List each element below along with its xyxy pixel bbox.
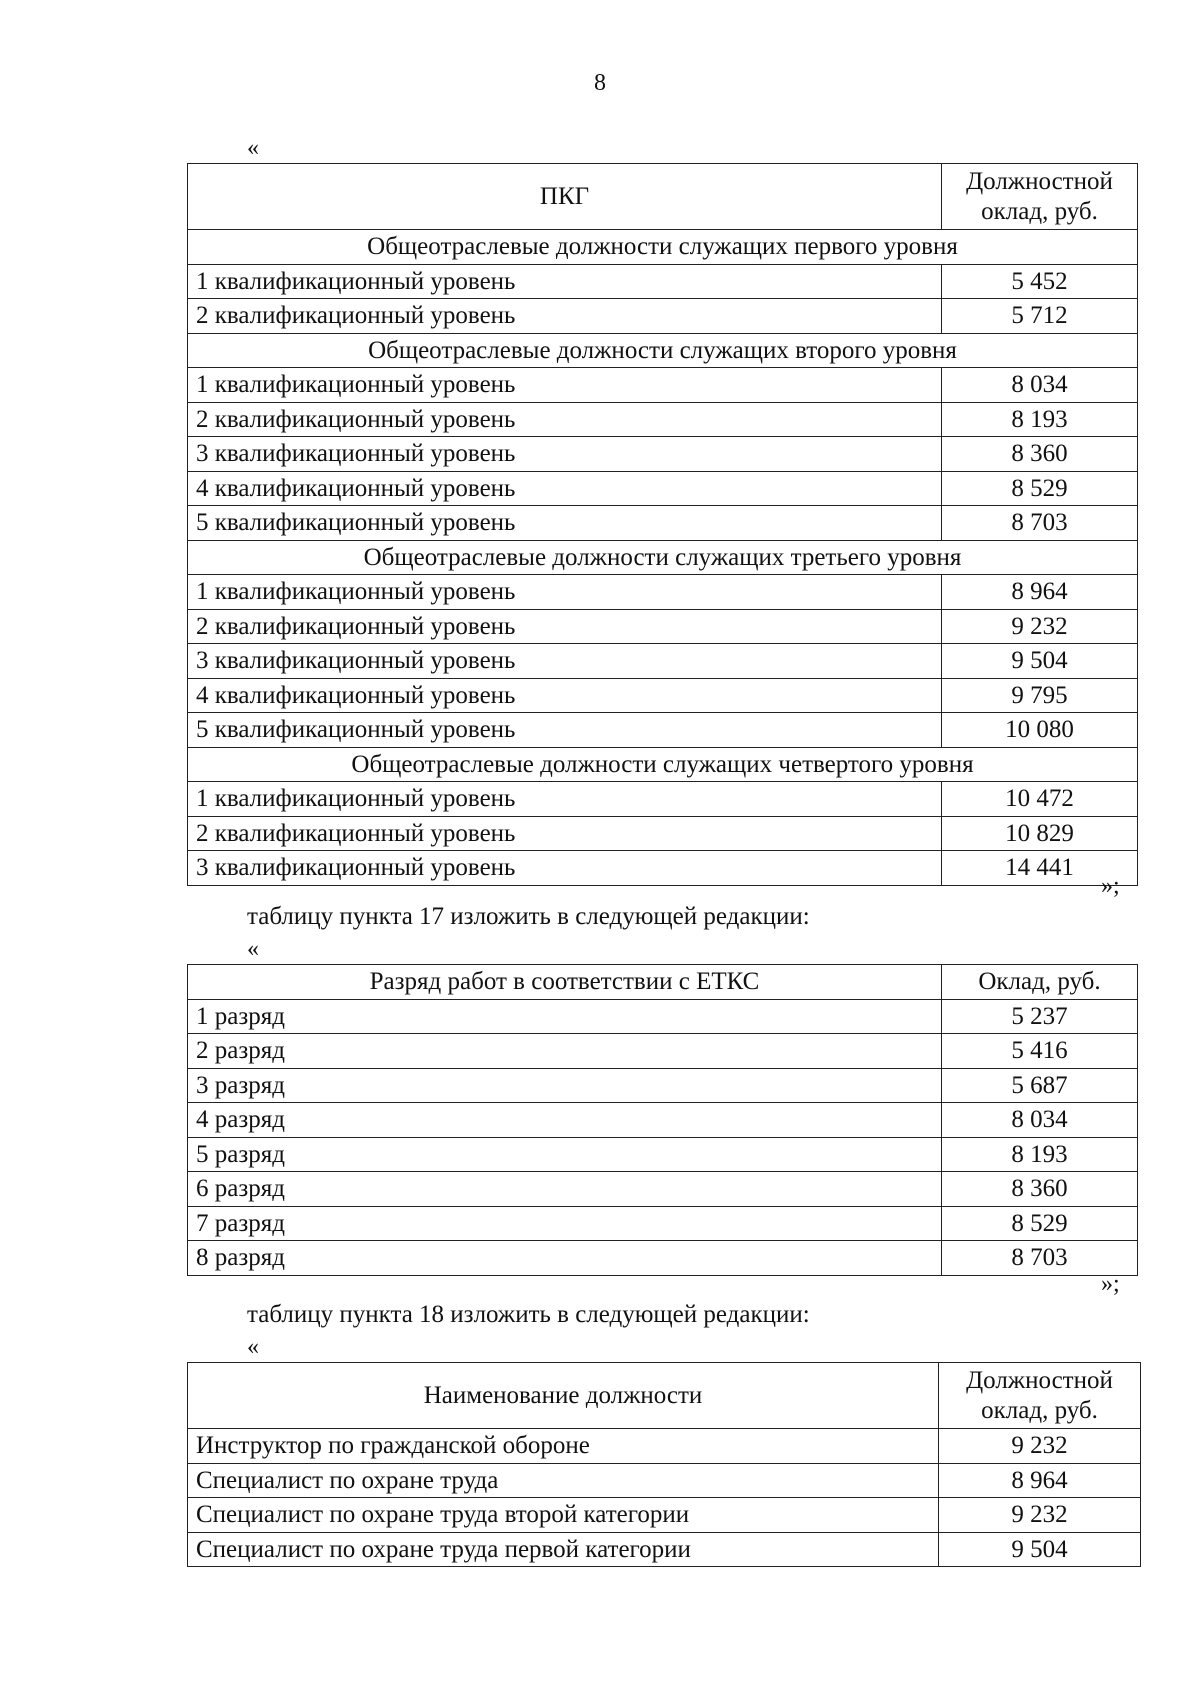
- group-row: [188, 230, 1138, 265]
- level-label: 1 квалификационный уровень: [188, 368, 942, 403]
- level-label: 2 квалификационный уровень: [188, 816, 942, 851]
- header-salary: [942, 164, 1138, 230]
- etks-rank-table: [187, 964, 1138, 1276]
- table-row: [188, 1532, 1141, 1567]
- salary-value: 8 964: [942, 575, 1138, 610]
- table-row: [188, 1034, 1138, 1069]
- salary-value: 9 795: [942, 678, 1138, 713]
- level-label: 1 квалификационный уровень: [188, 575, 942, 610]
- position-salary-table: [187, 1362, 1141, 1567]
- header-pkg: ПКГ: [188, 164, 942, 230]
- salary-value: 14 441: [942, 851, 1138, 886]
- table-row: [188, 1498, 1141, 1533]
- level-label: 3 квалификационный уровень: [188, 437, 942, 472]
- header-salary-line1: Должностной: [966, 1366, 1113, 1394]
- salary-value: 9 504: [942, 644, 1138, 679]
- page-number: 8: [594, 70, 606, 96]
- table1-quote-open: «: [247, 135, 259, 161]
- table-row: [188, 1206, 1138, 1241]
- salary-value: 8 034: [942, 368, 1138, 403]
- salary-value: 8 193: [942, 402, 1138, 437]
- group-title: Общеотраслевые должности служащих четвертого уровня: [188, 747, 1138, 782]
- level-label: 4 квалификационный уровень: [188, 471, 942, 506]
- table-row: [188, 1463, 1141, 1498]
- level-label: 5 квалификационный уровень: [188, 506, 942, 541]
- position-label: Специалист по охране труда первой категории: [188, 1532, 939, 1567]
- header-rate: Оклад, руб.: [942, 965, 1138, 1000]
- level-label: 4 квалификационный уровень: [188, 678, 942, 713]
- header-position: Наименование должности: [188, 1363, 939, 1429]
- rank-label: 5 разряд: [188, 1137, 942, 1172]
- rate-value: 5 416: [942, 1034, 1138, 1069]
- table2-caption: таблицу пункта 17 изложить в следующей редакции:: [247, 903, 810, 930]
- rank-label: 8 разряд: [188, 1241, 942, 1276]
- table-row: [188, 437, 1138, 472]
- rate-value: 5 687: [942, 1068, 1138, 1103]
- group-title: Общеотраслевые должности служащих первого уровня: [188, 230, 1138, 265]
- table-row: [188, 713, 1138, 748]
- table-row: [188, 402, 1138, 437]
- rate-value: 5 237: [942, 999, 1138, 1034]
- salary-value: 10 472: [942, 782, 1138, 817]
- group-row: [188, 540, 1138, 575]
- level-label: 2 квалификационный уровень: [188, 402, 942, 437]
- table-row: [188, 816, 1138, 851]
- salary-value: 8 529: [942, 471, 1138, 506]
- rate-value: 8 703: [942, 1241, 1138, 1276]
- table-row: [188, 851, 1138, 886]
- level-label: 3 квалификационный уровень: [188, 644, 942, 679]
- rank-label: 2 разряд: [188, 1034, 942, 1069]
- table-row: [188, 1429, 1141, 1464]
- table-row: [188, 1068, 1138, 1103]
- position-label: Инструктор по гражданской обороне: [188, 1429, 939, 1464]
- table-row: [188, 368, 1138, 403]
- table-row: [188, 1172, 1138, 1207]
- rate-value: 8 360: [942, 1172, 1138, 1207]
- rank-label: 1 разряд: [188, 999, 942, 1034]
- table2-quote-close: »;: [1101, 1271, 1120, 1297]
- level-label: 1 квалификационный уровень: [188, 264, 942, 299]
- position-label: Специалист по охране труда: [188, 1463, 939, 1498]
- rank-label: 4 разряд: [188, 1103, 942, 1138]
- header-salary-line1: Должностной: [966, 167, 1113, 195]
- rank-label: 3 разряд: [188, 1068, 942, 1103]
- table3-caption: таблицу пункта 18 изложить в следующей редакции:: [247, 1301, 810, 1328]
- header-salary-line2: оклад, руб.: [981, 1396, 1098, 1424]
- salary-value: 9 504: [939, 1532, 1141, 1567]
- table-row: [188, 299, 1138, 334]
- header-salary: [939, 1363, 1141, 1429]
- salary-value: 5 712: [942, 299, 1138, 334]
- group-row: [188, 333, 1138, 368]
- table-row: [188, 575, 1138, 610]
- table-row: [188, 506, 1138, 541]
- pkg-salary-table: [187, 163, 1138, 886]
- salary-value: 8 964: [939, 1463, 1141, 1498]
- rank-label: 6 разряд: [188, 1172, 942, 1207]
- salary-value: 8 703: [942, 506, 1138, 541]
- table1-quote-close: »;: [1101, 873, 1120, 899]
- salary-value: 10 080: [942, 713, 1138, 748]
- position-label: Специалист по охране труда второй категории: [188, 1498, 939, 1533]
- salary-value: 8 360: [942, 437, 1138, 472]
- level-label: 5 квалификационный уровень: [188, 713, 942, 748]
- table2-quote-open: «: [247, 936, 259, 962]
- level-label: 1 квалификационный уровень: [188, 782, 942, 817]
- rate-value: 8 034: [942, 1103, 1138, 1138]
- table-row: [188, 782, 1138, 817]
- rate-value: 8 529: [942, 1206, 1138, 1241]
- table3-quote-open: «: [247, 1334, 259, 1360]
- table-row: [188, 471, 1138, 506]
- table-row: [188, 644, 1138, 679]
- table-row: [188, 678, 1138, 713]
- rate-value: 8 193: [942, 1137, 1138, 1172]
- group-title: Общеотраслевые должности служащих третьего уровня: [188, 540, 1138, 575]
- table-row: [188, 1137, 1138, 1172]
- group-row: [188, 747, 1138, 782]
- header-rank: Разряд работ в соответствии с ЕТКС: [188, 965, 942, 1000]
- table-row: [188, 999, 1138, 1034]
- table-row: [188, 1241, 1138, 1276]
- header-salary-line2: оклад, руб.: [981, 197, 1098, 225]
- rank-label: 7 разряд: [188, 1206, 942, 1241]
- table-row: [188, 609, 1138, 644]
- salary-value: 9 232: [939, 1498, 1141, 1533]
- level-label: 3 квалификационный уровень: [188, 851, 942, 886]
- table-row: [188, 1103, 1138, 1138]
- salary-value: 10 829: [942, 816, 1138, 851]
- salary-value: 9 232: [939, 1429, 1141, 1464]
- group-title: Общеотраслевые должности служащих второго уровня: [188, 333, 1138, 368]
- level-label: 2 квалификационный уровень: [188, 299, 942, 334]
- table-row: [188, 264, 1138, 299]
- salary-value: 5 452: [942, 264, 1138, 299]
- salary-value: 9 232: [942, 609, 1138, 644]
- level-label: 2 квалификационный уровень: [188, 609, 942, 644]
